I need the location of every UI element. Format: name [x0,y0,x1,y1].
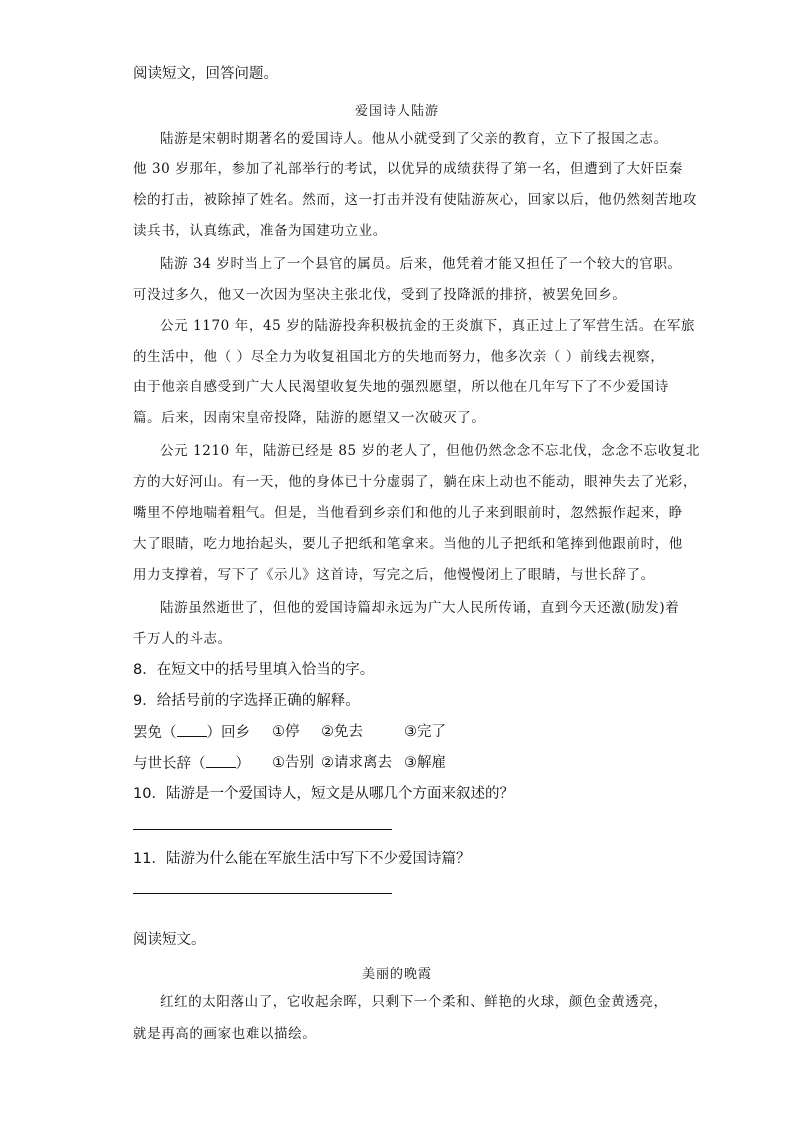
passage-line: 公元 1170 年，45 岁的陆游投奔积极抗金的王炎旗下，真正过上了军营生活。在军旅 [160,318,696,334]
q9-option: ③解雇 [404,755,446,771]
q9-close-2: ） [235,756,250,772]
q9-option: ③完了 [404,724,446,740]
question-11: 11．陆游为什么能在军旅生活中写下不少爱国诗篇？ [133,851,471,867]
passage-line: 公元 1210 年，陆游已经是 85 岁的老人了，但他仍然念念不忘北伐，念念不忘收复北 [160,443,700,459]
q9-row-2 [133,753,250,774]
q9-blank-2[interactable] [206,753,236,768]
question-10: 10．陆游是一个爱国诗人，短文是从哪几个方面来叙述的？ [133,786,514,802]
passage-line: 由于他亲自感受到广大人民渴望收复失地的强烈愿望，所以他在几年写下了不少爱国诗 [133,379,669,395]
answer-line-11[interactable] [133,893,392,894]
passage-line: 就是再高的画家也难以描绘。 [133,1026,317,1042]
passage-line: 的生活中，他（ ）尽全力为收复祖国北方的失地而努力，他多次亲（ ）前线去视察， [133,349,665,365]
question-8: 8．在短文中的括号里填入恰当的字。 [133,662,375,678]
passage-line: 篇。后来，因南宋皇帝投降，陆游的愿望又一次破灭了。 [133,410,486,426]
question-9: 9．给括号前的字选择正确的解释。 [133,693,360,709]
passage-title-1: 爱国诗人陆游 [354,104,439,119]
reading-instruction-1: 阅读短文，回答问题。 [133,66,278,82]
answer-line-10[interactable] [133,829,392,830]
q9-word-2: 与世长辞（ [133,756,206,772]
passage-line: 桧的打击，被除掉了姓名。然而，这一打击并没有使陆游灰心，回家以后，他仍然刻苦地攻 [133,192,697,208]
q9-option: ②免去 [321,724,363,740]
q9-blank-1[interactable] [177,722,207,737]
passage-line: 读兵书，认真练武，准备为国建功立业。 [133,223,387,239]
passage-line: 大了眼睛，吃力地抬起头，要儿子把纸和笔拿来。当他的儿子把纸和笔捧到他跟前时，他 [133,536,683,552]
passage-line: 他 30 岁那年，参加了礼部举行的考试，以优异的成绩获得了第一名，但遭到了大奸臣秦 [133,161,683,177]
q9-option: ②请求离去 [321,755,392,771]
q9-word-1: 罢免（ [133,725,177,741]
reading-instruction-2: 阅读短文。 [133,932,206,948]
passage-line: 陆游 34 岁时当上了一个县官的属员。后来，他凭着才能又担任了一个较大的官职。 [160,256,682,272]
passage-line: 红红的太阳落山了，它收起余晖，只剩下一个柔和、鲜艳的火球，颜色金黄透亮， [160,994,668,1010]
passage-line: 千万人的斗志。 [133,631,232,647]
passage-line: 用力支撑着，写下了《示儿》这首诗，写完之后，他慢慢闭上了眼睛，与世长辞了。 [133,567,655,583]
passage-title-2: 美丽的晚霞 [361,967,432,982]
passage-line: 陆游是宋朝时期著名的爱国诗人。他从小就受到了父亲的教育，立下了报国之志。 [160,131,668,147]
passage-line: 陆游虽然逝世了，但他的爱国诗篇却永远为广大人民所传诵，直到今天还激(励发)着 [160,600,680,616]
passage-line: 嘴里不停地喘着粗气。但是，当他看到乡亲们和他的儿子来到眼前时，忽然振作起来，睁 [133,505,683,521]
q9-row-1 [133,722,250,743]
q9-option: ①告别 [272,755,314,771]
q9-option: ①停 [272,724,300,740]
q9-close-1: ）回乡 [206,725,250,741]
passage-line: 方的大好河山。有一天，他的身体已十分虚弱了，躺在床上动也不能动，眼神失去了光彩， [133,474,697,490]
passage-line: 可没过多久，他又一次因为坚决主张北伐，受到了投降派的排挤，被罢免回乡。 [133,287,627,303]
